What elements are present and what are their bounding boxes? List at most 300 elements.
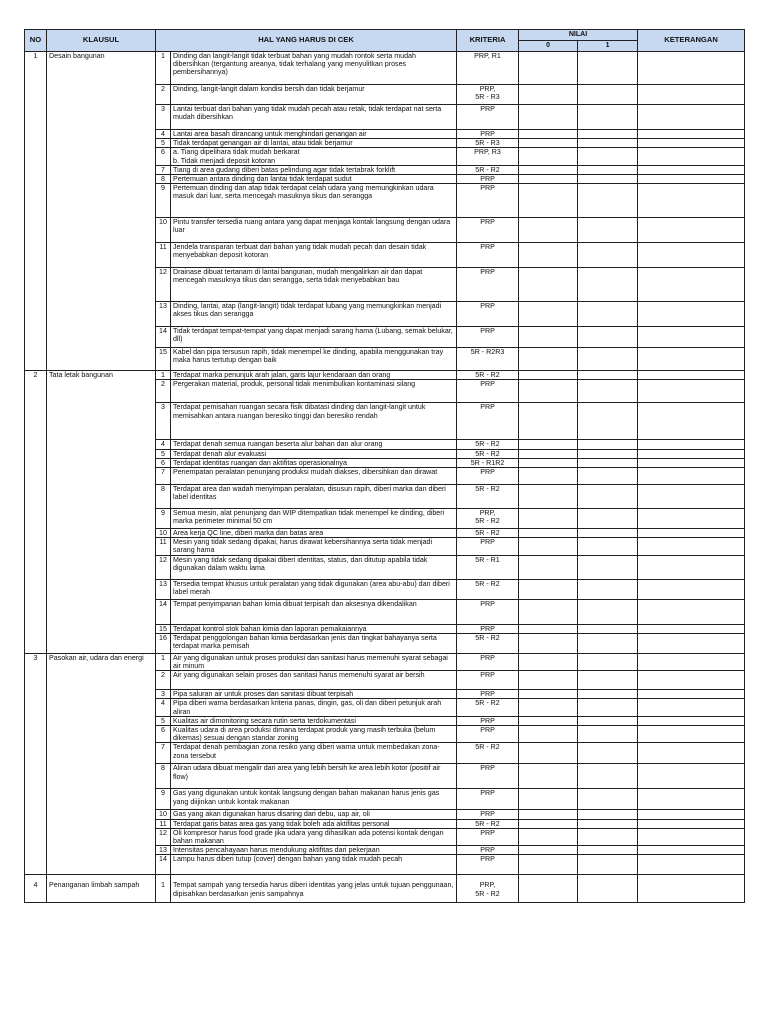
nilai-0-cell[interactable]	[519, 139, 578, 148]
item-number: 16	[156, 633, 171, 653]
item-text: Pipa diberi warna berdasarkan kriteria panas, dingin, gas, oli dan diberi petunjuk arah aliran	[171, 699, 457, 716]
item-kriteria: 5R - R2	[457, 579, 519, 599]
header-nilai: NILAI	[519, 30, 638, 41]
nilai-1-cell[interactable]	[578, 529, 638, 538]
item-kriteria: PRP	[457, 243, 519, 268]
nilai-1-cell[interactable]	[578, 555, 638, 579]
item-kriteria: PRP	[457, 690, 519, 699]
item-kriteria: 5R - R2	[457, 449, 519, 458]
item-kriteria: PRP	[457, 810, 519, 819]
item-kriteria: 5R - R2	[457, 819, 519, 828]
nilai-0-cell[interactable]	[519, 458, 578, 467]
item-text: Lantai terbuat dari bahan yang tidak mudah pecah atau retak, tidak terdapat nat serta mudah dibersihkan	[171, 105, 457, 130]
item-number: 1	[156, 371, 171, 380]
nilai-0-cell[interactable]	[519, 175, 578, 184]
item-text: Tidak terdapat genangan air di lantai, atau tidak berjamur	[171, 139, 457, 148]
keterangan-cell[interactable]	[638, 243, 745, 268]
nilai-1-cell[interactable]	[578, 810, 638, 819]
item-number: 12	[156, 555, 171, 579]
nilai-1-cell[interactable]	[578, 449, 638, 458]
item-number: 9	[156, 184, 171, 218]
keterangan-cell[interactable]	[638, 690, 745, 699]
item-text: Tempat penyimpanan bahan kimia dibuat terpisah dan aksesnya dikendalikan	[171, 599, 457, 624]
nilai-1-cell[interactable]	[578, 789, 638, 810]
item-kriteria: PRP	[457, 268, 519, 302]
item-text: Pintu transfer tersedia ruang antara yang dapat menjaga kontak langsung dengan udara luar	[171, 218, 457, 243]
item-text: Air yang digunakan selain proses dan sanitasi harus memenuhi syarat air bersih	[171, 671, 457, 690]
nilai-0-cell[interactable]	[519, 243, 578, 268]
checklist-table	[24, 29, 745, 903]
nilai-0-cell[interactable]	[519, 690, 578, 699]
nilai-0-cell[interactable]	[519, 855, 578, 875]
keterangan-cell[interactable]	[638, 148, 745, 165]
item-text: Terdapat denah alur evakuasi	[171, 449, 457, 458]
nilai-0-cell[interactable]	[519, 789, 578, 810]
item-number: 11	[156, 819, 171, 828]
item-text: Intensitas pencahayaan harus mendukung aktifitas dari pekerjaan	[171, 846, 457, 855]
item-text: Aliran udara dibuat mengalir dari area yang lebih bersih ke area lebih kotor (positif air flow)	[171, 764, 457, 789]
nilai-0-cell[interactable]	[519, 555, 578, 579]
table-row	[25, 371, 745, 380]
keterangan-cell[interactable]	[638, 105, 745, 130]
section-number: 3	[25, 653, 47, 875]
item-text: Terdapat marka penunjuk arah jalan, garis lajur kendaraan dan orang	[171, 371, 457, 380]
keterangan-cell[interactable]	[638, 810, 745, 819]
nilai-0-cell[interactable]	[519, 105, 578, 130]
nilai-0-cell[interactable]	[519, 485, 578, 509]
keterangan-cell[interactable]	[638, 875, 745, 903]
nilai-1-cell[interactable]	[578, 85, 638, 105]
item-text: Lampu harus diberi tutup (cover) dengan bahan yang tidak mudah pecah	[171, 855, 457, 875]
keterangan-cell[interactable]	[638, 789, 745, 810]
header-nilai-1: 1	[578, 41, 638, 52]
nilai-1-cell[interactable]	[578, 828, 638, 845]
item-text: Terdapat pemisahan ruangan secara fisik dibatasi dinding dan langit-langit untuk memisahkan antara ruangan beresiko tinggi dan beresiko rendah	[171, 403, 457, 440]
item-kriteria: PRP, 5R - R2	[457, 509, 519, 529]
item-text: Drainase dibuat tertanam di lantai bangunan, mudah mengalirkan air dan dapat mencegah masuknya tikus dan serangga, serta tidak menyebabkan bau	[171, 268, 457, 302]
nilai-0-cell[interactable]	[519, 327, 578, 348]
nilai-0-cell[interactable]	[519, 302, 578, 327]
item-kriteria: 5R - R2	[457, 529, 519, 538]
nilai-1-cell[interactable]	[578, 302, 638, 327]
item-text: Terdapat kontrol stok bahan kimia dan laporan pemakaiannya	[171, 624, 457, 633]
item-kriteria: PRP	[457, 184, 519, 218]
nilai-1-cell[interactable]	[578, 764, 638, 789]
item-text: Tempat sampah yang tersedia harus diberi identitas yang jelas untuk tujuan penggunaan, dipisahkan berdasarkan jenis sampahnya	[171, 875, 457, 903]
keterangan-cell[interactable]	[638, 828, 745, 845]
table-row	[25, 875, 745, 903]
table-header	[25, 30, 745, 52]
nilai-0-cell[interactable]	[519, 716, 578, 725]
section-klausul: Tata letak bangunan	[47, 371, 156, 654]
keterangan-cell[interactable]	[638, 671, 745, 690]
item-number: 1	[156, 653, 171, 670]
item-number: 1	[156, 52, 171, 85]
item-number: 2	[156, 85, 171, 105]
item-number: 6	[156, 726, 171, 743]
item-number: 15	[156, 624, 171, 633]
nilai-0-cell[interactable]	[519, 165, 578, 174]
nilai-0-cell[interactable]	[519, 819, 578, 828]
item-number: 5	[156, 716, 171, 725]
item-number: 7	[156, 468, 171, 485]
item-number: 8	[156, 764, 171, 789]
keterangan-cell[interactable]	[638, 139, 745, 148]
nilai-1-cell[interactable]	[578, 468, 638, 485]
nilai-0-cell[interactable]	[519, 653, 578, 670]
item-number: 6	[156, 458, 171, 467]
header-no: NO	[25, 30, 47, 52]
nilai-1-cell[interactable]	[578, 485, 638, 509]
item-kriteria: PRP	[457, 828, 519, 845]
item-kriteria: PRP	[457, 764, 519, 789]
keterangan-cell[interactable]	[638, 130, 745, 139]
keterangan-cell[interactable]	[638, 380, 745, 403]
item-text: Tidak terdapat tempat-tempat yang dapat menjadi sarang hama (Lubang, semak belukar, dll)	[171, 327, 457, 348]
item-kriteria: 5R - R2	[457, 371, 519, 380]
nilai-1-cell[interactable]	[578, 671, 638, 690]
item-number: 12	[156, 268, 171, 302]
item-text: Terdapat denah semua ruangan beserta alur bahan dan alur orang	[171, 440, 457, 449]
nilai-0-cell[interactable]	[519, 699, 578, 716]
item-text: Area kerja QC line, diberi marka dan batas area	[171, 529, 457, 538]
nilai-0-cell[interactable]	[519, 348, 578, 371]
item-number: 8	[156, 485, 171, 509]
item-text: Terdapat identitas ruangan dan aktifitas operasionalnya	[171, 458, 457, 467]
keterangan-cell[interactable]	[638, 509, 745, 529]
item-kriteria: PRP	[457, 653, 519, 670]
item-number: 7	[156, 165, 171, 174]
keterangan-cell[interactable]	[638, 449, 745, 458]
item-number: 2	[156, 671, 171, 690]
nilai-0-cell[interactable]	[519, 624, 578, 633]
item-number: 10	[156, 810, 171, 819]
item-kriteria: PRP, 5R - R3	[457, 85, 519, 105]
nilai-0-cell[interactable]	[519, 468, 578, 485]
keterangan-cell[interactable]	[638, 440, 745, 449]
section-klausul: Penanganan limbah sampah	[47, 875, 156, 903]
nilai-0-cell[interactable]	[519, 529, 578, 538]
nilai-0-cell[interactable]	[519, 671, 578, 690]
keterangan-cell[interactable]	[638, 538, 745, 555]
item-number: 9	[156, 509, 171, 529]
item-kriteria: 5R - R1	[457, 555, 519, 579]
item-number: 11	[156, 538, 171, 555]
keterangan-cell[interactable]	[638, 555, 745, 579]
nilai-1-cell[interactable]	[578, 52, 638, 85]
nilai-1-cell[interactable]	[578, 175, 638, 184]
nilai-0-cell[interactable]	[519, 846, 578, 855]
nilai-0-cell[interactable]	[519, 184, 578, 218]
item-kriteria: 5R - R3	[457, 139, 519, 148]
keterangan-cell[interactable]	[638, 624, 745, 633]
item-text: Terdapat area dan wadah menyimpan peralatan, disusun rapih, diberi marka dan diberi label identitas	[171, 485, 457, 509]
nilai-1-cell[interactable]	[578, 624, 638, 633]
nilai-1-cell[interactable]	[578, 458, 638, 467]
keterangan-cell[interactable]	[638, 52, 745, 85]
item-number: 13	[156, 302, 171, 327]
nilai-0-cell[interactable]	[519, 268, 578, 302]
item-number: 8	[156, 175, 171, 184]
item-number: 3	[156, 403, 171, 440]
item-kriteria: PRP, R1	[457, 52, 519, 85]
item-kriteria: PRP, R3	[457, 148, 519, 165]
nilai-0-cell[interactable]	[519, 764, 578, 789]
item-number: 15	[156, 348, 171, 371]
item-kriteria: 5R - R2R3	[457, 348, 519, 371]
nilai-0-cell[interactable]	[519, 828, 578, 845]
table-row	[25, 52, 745, 85]
item-kriteria: PRP	[457, 716, 519, 725]
item-number: 13	[156, 579, 171, 599]
item-number: 14	[156, 599, 171, 624]
nilai-0-cell[interactable]	[519, 743, 578, 764]
keterangan-cell[interactable]	[638, 184, 745, 218]
item-text: Pertemuan antara dinding dan lantai tidak terdapat sudut	[171, 175, 457, 184]
item-kriteria: 5R - R2	[457, 165, 519, 174]
item-kriteria: PRP	[457, 403, 519, 440]
item-number: 4	[156, 130, 171, 139]
nilai-1-cell[interactable]	[578, 743, 638, 764]
item-kriteria: PRP	[457, 218, 519, 243]
nilai-0-cell[interactable]	[519, 810, 578, 819]
item-number: 7	[156, 743, 171, 764]
item-number: 10	[156, 529, 171, 538]
table-body	[25, 52, 745, 903]
keterangan-cell[interactable]	[638, 85, 745, 105]
keterangan-cell[interactable]	[638, 165, 745, 174]
item-text: Kualitas udara di area produksi dimana terdapat produk yang masih terbuka (belum dikemas) sesuai dengan standar zoning	[171, 726, 457, 743]
item-kriteria: PRP	[457, 468, 519, 485]
item-number: 3	[156, 105, 171, 130]
item-kriteria: PRP	[457, 380, 519, 403]
item-text: Terdapat denah pembagian zona resiko yang diberi warna untuk membedakan zona-zona tersebut	[171, 743, 457, 764]
nilai-1-cell[interactable]	[578, 105, 638, 130]
nilai-1-cell[interactable]	[578, 139, 638, 148]
nilai-0-cell[interactable]	[519, 579, 578, 599]
item-kriteria: PRP	[457, 789, 519, 810]
nilai-1-cell[interactable]	[578, 633, 638, 653]
nilai-1-cell[interactable]	[578, 165, 638, 174]
item-number: 14	[156, 855, 171, 875]
nilai-0-cell[interactable]	[519, 403, 578, 440]
nilai-1-cell[interactable]	[578, 130, 638, 139]
keterangan-cell[interactable]	[638, 458, 745, 467]
nilai-0-cell[interactable]	[519, 875, 578, 903]
item-text: Pergerakan material, produk, personal tidak menimbulkan kontaminasi silang	[171, 380, 457, 403]
nilai-0-cell[interactable]	[519, 148, 578, 165]
item-text: Mesin yang tidak sedang dipakai diberi identitas, status, dan ditutup apabila tidak digunakan dalam waktu lama	[171, 555, 457, 579]
item-number: 9	[156, 789, 171, 810]
item-kriteria: 5R - R2	[457, 440, 519, 449]
item-text: Terdapat penggolongan bahan kimia berdasarkan jenis dan tingkat bahayanya serta terdapat marka pemisah	[171, 633, 457, 653]
nilai-1-cell[interactable]	[578, 268, 638, 302]
item-text: Dinding, lantai, atap (langit-langit) tidak terdapat lubang yang memungkinkan menjadi akses tikus dan serangga	[171, 302, 457, 327]
keterangan-cell[interactable]	[638, 819, 745, 828]
nilai-1-cell[interactable]	[578, 653, 638, 670]
keterangan-cell[interactable]	[638, 764, 745, 789]
keterangan-cell[interactable]	[638, 468, 745, 485]
nilai-1-cell[interactable]	[578, 509, 638, 529]
nilai-0-cell[interactable]	[519, 440, 578, 449]
header-keterangan: KETERANGAN	[638, 30, 745, 52]
item-kriteria: PRP	[457, 624, 519, 633]
item-kriteria: PRP	[457, 726, 519, 743]
section-klausul: Desain bangunan	[47, 52, 156, 371]
keterangan-cell[interactable]	[638, 348, 745, 371]
item-kriteria: PRP	[457, 846, 519, 855]
item-kriteria: 5R - R2	[457, 699, 519, 716]
nilai-1-cell[interactable]	[578, 699, 638, 716]
keterangan-cell[interactable]	[638, 726, 745, 743]
keterangan-cell[interactable]	[638, 846, 745, 855]
nilai-1-cell[interactable]	[578, 348, 638, 371]
nilai-1-cell[interactable]	[578, 371, 638, 380]
nilai-1-cell[interactable]	[578, 380, 638, 403]
keterangan-cell[interactable]	[638, 855, 745, 875]
item-number: 1	[156, 875, 171, 903]
item-text: Air yang digunakan untuk proses produksi dan sanitasi harus memenuhi syarat sebagai air minum	[171, 653, 457, 670]
item-number: 2	[156, 380, 171, 403]
nilai-0-cell[interactable]	[519, 726, 578, 743]
item-number: 13	[156, 846, 171, 855]
keterangan-cell[interactable]	[638, 302, 745, 327]
nilai-0-cell[interactable]	[519, 52, 578, 85]
item-number: 10	[156, 218, 171, 243]
item-text: Jendela transparan terbuat dari bahan yang tidak mudah pecah dan desain tidak menyebabkan deposit kotoran	[171, 243, 457, 268]
item-text: Mesin yang tidak sedang dipakai, harus dirawat kebersihannya serta tidak menjadi sarang hama	[171, 538, 457, 555]
keterangan-cell[interactable]	[638, 699, 745, 716]
item-text: Kualitas air dimonitoring secara rutin serta terdokumentasi	[171, 716, 457, 725]
item-text: Oli kompresor harus food grade jika udara yang dihasilkan ada potensi kontak dengan bahan makanan	[171, 828, 457, 845]
nilai-0-cell[interactable]	[519, 599, 578, 624]
item-kriteria: 5R - R2	[457, 633, 519, 653]
keterangan-cell[interactable]	[638, 579, 745, 599]
item-kriteria: PRP	[457, 599, 519, 624]
item-number: 4	[156, 440, 171, 449]
nilai-1-cell[interactable]	[578, 148, 638, 165]
nilai-1-cell[interactable]	[578, 327, 638, 348]
section-number: 4	[25, 875, 47, 903]
item-text: Tersedia tempat khusus untuk peralatan yang tidak digunakan (area abu-abu) dan diberi label merah	[171, 579, 457, 599]
item-kriteria: PRP	[457, 130, 519, 139]
item-kriteria: 5R - R2	[457, 743, 519, 764]
nilai-1-cell[interactable]	[578, 218, 638, 243]
header-hal: HAL YANG HARUS DI CEK	[156, 30, 457, 52]
item-number: 6	[156, 148, 171, 165]
header-kriteria: KRITERIA	[457, 30, 519, 52]
nilai-1-cell[interactable]	[578, 579, 638, 599]
item-kriteria: PRP, 5R - R2	[457, 875, 519, 903]
keterangan-cell[interactable]	[638, 371, 745, 380]
item-text: Kabel dan pipa tersusun rapih, tidak menempel ke dinding, apabila menggunakan tray maka harus tertutup dengan baik	[171, 348, 457, 371]
nilai-0-cell[interactable]	[519, 218, 578, 243]
table-row	[25, 653, 745, 670]
keterangan-cell[interactable]	[638, 529, 745, 538]
checklist-sheet	[24, 29, 744, 903]
item-number: 3	[156, 690, 171, 699]
item-kriteria: PRP	[457, 538, 519, 555]
item-kriteria: PRP	[457, 105, 519, 130]
nilai-1-cell[interactable]	[578, 440, 638, 449]
nilai-1-cell[interactable]	[578, 184, 638, 218]
nilai-1-cell[interactable]	[578, 855, 638, 875]
section-number: 1	[25, 52, 47, 371]
item-text: a. Tiang dipelihara tidak mudah berkarat b. Tidak menjadi deposit kotoran	[171, 148, 457, 165]
item-number: 5	[156, 139, 171, 148]
keterangan-cell[interactable]	[638, 327, 745, 348]
item-number: 12	[156, 828, 171, 845]
item-text: Tiang di area gudang diberi batas pelindung agar tidak tertabrak forklift	[171, 165, 457, 174]
nilai-0-cell[interactable]	[519, 538, 578, 555]
item-text: Dinding dan langit-langit tidak terbuat bahan yang mudah rontok serta mudah dibersihkan (tergantung areanya, tidak terhalang yang menyulitkan proses pembersihannya)	[171, 52, 457, 85]
keterangan-cell[interactable]	[638, 716, 745, 725]
header-nilai-0: 0	[519, 41, 578, 52]
item-text: Dinding, langit-langit dalam kondisi bersih dan tidak berjamur	[171, 85, 457, 105]
item-text: Gas yang akan digunakan harus disaring dari debu, uap air, oli	[171, 810, 457, 819]
item-kriteria: PRP	[457, 302, 519, 327]
keterangan-cell[interactable]	[638, 175, 745, 184]
keterangan-cell[interactable]	[638, 485, 745, 509]
item-text: Gas yang digunakan untuk kontak langsung dengan bahan makanan harus jenis gas yang diijinkan untuk kontak makanan	[171, 789, 457, 810]
keterangan-cell[interactable]	[638, 218, 745, 243]
item-text: Terdapat garis batas area gas yang tidak boleh ada aktifitas personal	[171, 819, 457, 828]
item-kriteria: PRP	[457, 327, 519, 348]
nilai-1-cell[interactable]	[578, 690, 638, 699]
keterangan-cell[interactable]	[638, 599, 745, 624]
nilai-1-cell[interactable]	[578, 403, 638, 440]
section-number: 2	[25, 371, 47, 654]
nilai-0-cell[interactable]	[519, 509, 578, 529]
item-text: Semua mesin, alat penunjang dan WIP ditempatkan tidak menempel ke dinding, diberi marka perimeter minimal 50 cm	[171, 509, 457, 529]
item-number: 5	[156, 449, 171, 458]
nilai-0-cell[interactable]	[519, 380, 578, 403]
item-kriteria: PRP	[457, 671, 519, 690]
item-text: Pertemuan dinding dan atap tidak terdapat celah udara yang memungkinkan udara masuk dari luar, serta mencegah masuknya tikus dan serangga	[171, 184, 457, 218]
nilai-0-cell[interactable]	[519, 85, 578, 105]
keterangan-cell[interactable]	[638, 743, 745, 764]
item-number: 14	[156, 327, 171, 348]
item-text: Lantai area basah dirancang untuk menghindari genangan air	[171, 130, 457, 139]
nilai-1-cell[interactable]	[578, 716, 638, 725]
nilai-1-cell[interactable]	[578, 243, 638, 268]
nilai-1-cell[interactable]	[578, 875, 638, 903]
nilai-1-cell[interactable]	[578, 599, 638, 624]
header-klausul: KLAUSUL	[47, 30, 156, 52]
item-kriteria: 5R - R2	[457, 485, 519, 509]
nilai-1-cell[interactable]	[578, 726, 638, 743]
item-text: Pipa saluran air untuk proses dan sanitasi dibuat terpisah	[171, 690, 457, 699]
keterangan-cell[interactable]	[638, 268, 745, 302]
item-number: 11	[156, 243, 171, 268]
section-klausul: Pasokan air, udara dan energi	[47, 653, 156, 875]
nilai-0-cell[interactable]	[519, 449, 578, 458]
item-number: 4	[156, 699, 171, 716]
nilai-1-cell[interactable]	[578, 819, 638, 828]
nilai-0-cell[interactable]	[519, 130, 578, 139]
item-kriteria: PRP	[457, 855, 519, 875]
nilai-1-cell[interactable]	[578, 538, 638, 555]
nilai-0-cell[interactable]	[519, 371, 578, 380]
item-kriteria: 5R - R1R2	[457, 458, 519, 467]
nilai-1-cell[interactable]	[578, 846, 638, 855]
nilai-0-cell[interactable]	[519, 633, 578, 653]
keterangan-cell[interactable]	[638, 633, 745, 653]
item-kriteria: PRP	[457, 175, 519, 184]
keterangan-cell[interactable]	[638, 403, 745, 440]
keterangan-cell[interactable]	[638, 653, 745, 670]
item-text: Penempatan peralatan penunjang produksi mudah diakses, dibersihkan dan dirawat	[171, 468, 457, 485]
